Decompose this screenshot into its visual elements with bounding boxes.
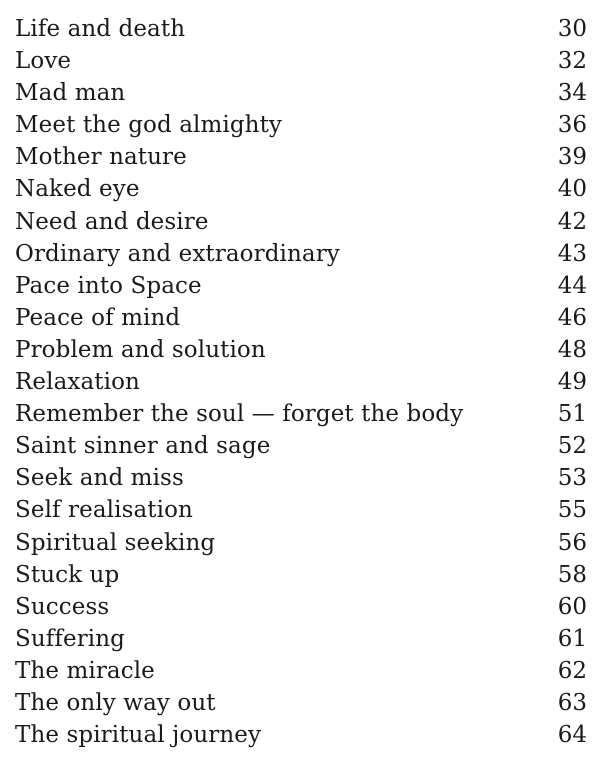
toc-entry-title: Problem and solution (15, 336, 266, 363)
toc-entry-title: Suffering (15, 625, 125, 652)
toc-entry-title: The spiritual journey (15, 722, 262, 749)
toc-entry-title: Need and desire (15, 208, 209, 235)
toc-entry-page: 34 (557, 80, 587, 107)
toc-entry-page: 58 (557, 561, 587, 588)
toc-entry-page: 63 (557, 689, 587, 716)
toc-entry-title: Mad man (15, 80, 126, 107)
toc-entry (15, 270, 587, 302)
toc-entry-page: 48 (557, 336, 587, 363)
toc-entry-page: 39 (557, 144, 587, 171)
toc-entry-page: 51 (557, 401, 587, 428)
toc-entry-title: Ordinary and extraordinary (15, 240, 340, 267)
toc-entry-title: Mother nature (15, 144, 187, 171)
toc-entry (15, 559, 587, 591)
toc-entry-page: 42 (557, 208, 587, 235)
toc-entry-title: Life and death (15, 16, 186, 42)
toc-entry (15, 334, 587, 366)
toc-entry (15, 206, 587, 238)
toc-entry (15, 527, 587, 559)
toc-entry-page: 30 (557, 16, 587, 42)
toc-entry-page: 56 (557, 529, 587, 556)
toc-entry (15, 238, 587, 270)
toc-entry (15, 430, 587, 462)
toc-entry (15, 623, 587, 655)
toc-entry-title: Remember the soul — forget the body (15, 401, 464, 428)
toc-entry-title: The miracle (15, 657, 155, 684)
toc-entry (15, 398, 587, 430)
toc-entry-page: 36 (557, 112, 587, 139)
toc-entry-page: 53 (557, 465, 587, 492)
toc-entry (15, 109, 587, 141)
toc-entry (15, 173, 587, 205)
toc-entry-page: 62 (557, 657, 587, 684)
toc-entry-title: The only way out (15, 689, 216, 716)
toc-entry-page: 40 (557, 176, 587, 203)
toc-entry-title: Saint sinner and sage (15, 433, 271, 460)
toc-entry-page: 52 (557, 433, 587, 460)
toc-entry (15, 462, 587, 494)
toc-entry (15, 366, 587, 398)
toc-entry-page: 60 (557, 593, 587, 620)
toc-entry-title: Success (15, 593, 110, 620)
toc-entry (15, 655, 587, 687)
toc-entry-title: Peace of mind (15, 304, 181, 331)
toc-entry (15, 494, 587, 526)
toc-entry-title: Meet the god almighty (15, 112, 283, 139)
toc-entry-title: Relaxation (15, 369, 140, 396)
toc-entry (15, 302, 587, 334)
toc-entry-page: 49 (557, 369, 587, 396)
toc-entry-page: 64 (557, 722, 587, 749)
toc-entry-page: 61 (557, 625, 587, 652)
toc-entry (15, 591, 587, 623)
toc-entry-title: Stuck up (15, 561, 120, 588)
table-of-contents (15, 13, 587, 751)
toc-entry-page: 46 (557, 304, 587, 331)
toc-entry-title: Seek and miss (15, 465, 184, 492)
toc-entry-title: Spiritual seeking (15, 529, 216, 556)
toc-entry-page: 43 (557, 240, 587, 267)
toc-entry (15, 687, 587, 719)
toc-entry-title: Love (15, 48, 72, 75)
toc-entry (15, 13, 587, 45)
toc-entry (15, 141, 587, 173)
toc-entry-title: Self realisation (15, 497, 193, 524)
toc-entry (15, 719, 587, 751)
toc-entry (15, 77, 587, 109)
toc-entry-page: 55 (557, 497, 587, 524)
toc-entry-page: 44 (557, 272, 587, 299)
toc-entry-title: Pace into Space (15, 272, 202, 299)
toc-entry-page: 32 (557, 48, 587, 75)
toc-entry (15, 45, 587, 77)
toc-entry-title: Naked eye (15, 176, 140, 203)
